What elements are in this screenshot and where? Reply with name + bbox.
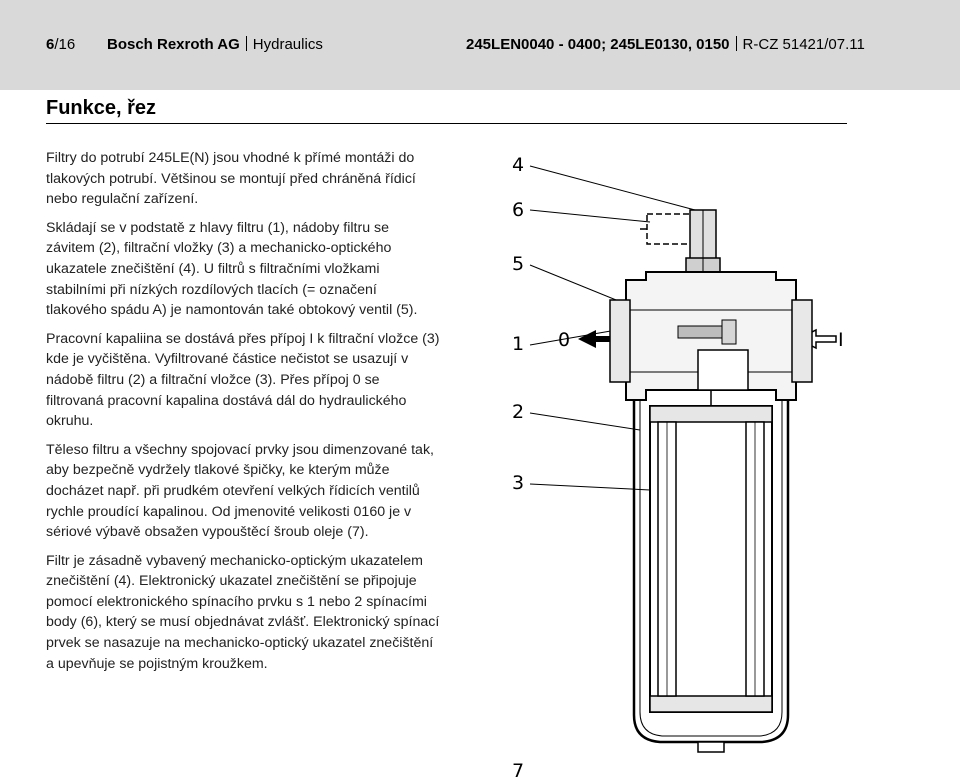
paragraph: Pracovní kapaliina se dostává přes přípoj I k filtrační vložce (3) kde je vyčištěna. Vyfiltrované částice nečistot se usazují v nádobě filtru (2) a filtrační vložce (3). Přes přípoj 0 se filtrovaná pracovní kapalina dostává dál do hydraulického okruhu.: [46, 330, 440, 430]
page-number: 6/16: [46, 36, 76, 53]
port-out-label: 0: [558, 329, 571, 351]
leader-line: [530, 166, 695, 210]
drain-screw: [698, 742, 724, 752]
document-reference: 245LEN0040 - 0400; 245LE0130, 0150 R-CZ 51421/07.11: [466, 36, 865, 53]
callout-5: 5: [512, 253, 525, 275]
port-in-label: I: [838, 329, 844, 351]
leader-line: [530, 484, 650, 490]
leader-line: [530, 413, 640, 430]
filter-cross-section-drawing: [500, 140, 860, 777]
filter-element: [650, 390, 772, 712]
department: Hydraulics: [252, 36, 323, 53]
company-name: Bosch Rexroth AG Hydraulics: [107, 36, 323, 53]
callout-2: 2: [512, 401, 525, 423]
description-text: [46, 148, 441, 682]
callout-1: 1: [512, 333, 525, 355]
callout-6: 6: [512, 199, 525, 221]
filter-head: [610, 272, 812, 400]
callout-7: 7: [512, 760, 525, 777]
header-separator: [736, 36, 737, 51]
page-header: [0, 0, 960, 90]
header-separator: [246, 36, 247, 51]
switching-element: [640, 214, 697, 244]
paragraph: Filtry do potrubí 245LE(N) jsou vhodné k přímé montáži do tlakových potrubí. Většinou se montují před chráněná řídicí nebo regulační zařízení.: [46, 150, 416, 208]
leader-line: [530, 210, 650, 222]
section-rule: [46, 123, 847, 124]
callout-4: 4: [512, 154, 525, 176]
paragraph: Těleso filtru a všechny spojovací prvky jsou dimenzované tak, aby bezpečně vydržely tlakové špičky, ke kterým může docházet např. při prudkém otevření velkých řídicích ventilů rychle proudící kapalinou. Od jmenovité velikosti 0160 je v sériové výbavě obsažen vypouštěcí šroub oleje (7).: [46, 441, 434, 541]
paragraph: Skládají se v podstatě z hlavy filtru (1), nádoby filtru se závitem (2), filtrační vložky (3) a mechanicko-optického ukazatele znečištění (4). U filtrů s filtračními vložkami stabilními při nízkých rozdílových tlacích (= označení tlakového spádu A) je namontován také obtokový ventil (5).: [46, 219, 418, 319]
clogging-indicator: [686, 210, 720, 272]
paragraph: Filtr je zásadně vybavený mechanicko-optickým ukazatelem znečištění (4). Elektronický ukazatel znečištění se připojuje pomocí elektronického spínacího prvku s 1 nebo 2 spínacími body (6), který se musí objednávat zvlášť. Elektronický spínací prvek se nasazuje na mechanicko-optický ukazatel znečištění a upevňuje se pojistným kroužkem.: [46, 552, 440, 672]
section-title: Funkce, řez: [46, 97, 157, 119]
callout-3: 3: [512, 472, 525, 494]
document-number: R-CZ 51421/07.11: [742, 36, 865, 53]
